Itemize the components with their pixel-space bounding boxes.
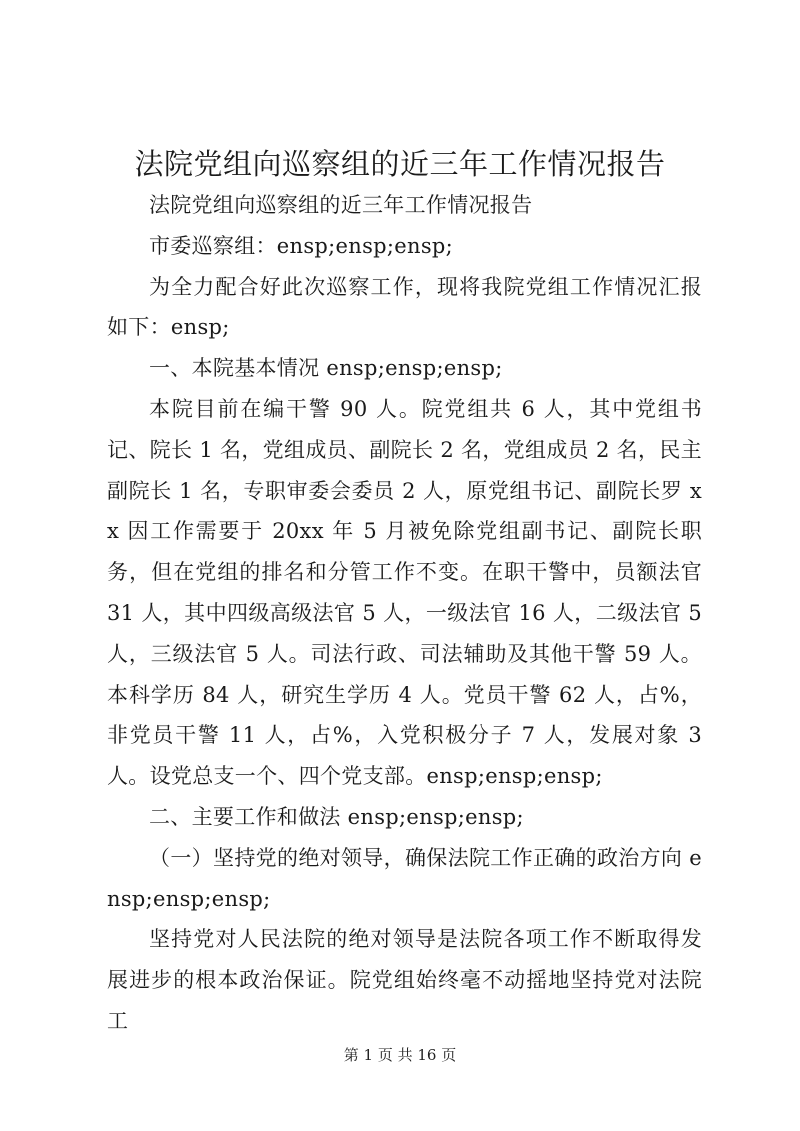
paragraph-party-leadership: 坚持党对人民法院的绝对领导是法院各项工作不断取得发展进步的根本政治保证。院党组始终毫不动摇地坚持党对法院工: [107, 927, 702, 1033]
paragraph-intro: 为全力配合好此次巡察工作，现将我院党组工作情况汇报如下：ensp;: [107, 274, 702, 340]
document-title: 法院党组向巡察组的近三年工作情况报告: [134, 147, 666, 181]
section-heading-main-work: 二、主要工作和做法 ensp;ensp;ensp;: [149, 804, 524, 829]
section-heading-basic-info: 一、本院基本情况 ensp;ensp;ensp;: [149, 356, 503, 381]
page-footer: 第 1 页 共 16 页: [343, 1046, 457, 1064]
paragraph-salutation: 市委巡察组：ensp;ensp;ensp;: [149, 233, 454, 258]
paragraph-subtitle: 法院党组向巡察组的近三年工作情况报告: [149, 193, 533, 217]
document-body: [107, 185, 702, 1042]
subsection-heading-party-leadership: （一）坚持党的绝对领导，确保法院工作正确的政治方向 ensp;ensp;ensp;: [107, 845, 702, 911]
paragraph-basic-info: 本院目前在编干警 90 人。院党组共 6 人，其中党组书记、院长 1 名，党组成员、副院长 2 名，党组成员 2 名，民主副院长 1 名，专职审委会委员 2 人，原党组书记、副院长罗 xx 因工作需要于 20xx 年 5 月被免除党组副书记、副院长职务，但在党组的排名和分管工作不变。在职干警中，员额法官 31 人，其中四级高级法官 5 人，一级法官 16 人，二级法官 5 人，三级法官 5 人。司法行政、司法辅助及其他干警 59 人。本科学历 84 人，研究生学历 4 人。党员干警 62 人，占%，非党员干警 11 人，占%，入党积极分子 7 人，发展对象 3 人。设党总支一个、四个党支部。ensp;ensp;ensp;: [107, 396, 702, 789]
